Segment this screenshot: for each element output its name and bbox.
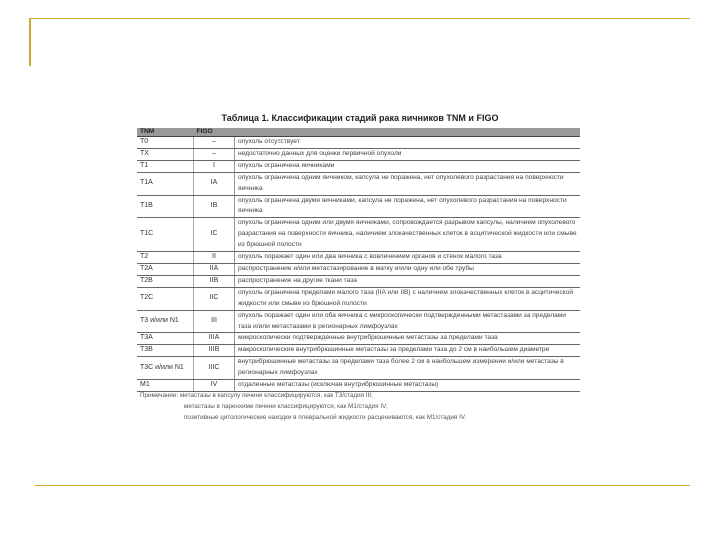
decorative-top-line (29, 18, 690, 19)
figo-cell: I (194, 160, 235, 172)
figo-cell: – (194, 137, 235, 149)
table-row (137, 263, 580, 275)
description-cell: опухоль отсутствует (235, 137, 581, 149)
tnm-cell: T3 и/или N1 (137, 310, 194, 333)
tnm-cell: T3A (137, 333, 194, 345)
tnm-cell: T1A (137, 172, 194, 195)
description-cell: распространение и/или метастазирование в матку и/или одну или обе трубы (235, 263, 581, 275)
table-row (137, 252, 580, 264)
tnm-cell: TX (137, 148, 194, 160)
figo-cell: II (194, 252, 235, 264)
tnm-cell: T2A (137, 263, 194, 275)
tnm-cell: T1C (137, 218, 194, 252)
table-row (137, 195, 580, 218)
description-cell: опухоль ограничена яичниками (235, 160, 581, 172)
description-cell: опухоль ограничена одним или двумя яичниками, сопровождается разрывом капсулы, наличием опухолевого разрастания на поверхности яичника, наличием злокачественных клеток в асцитической жидкости или смыве из брюшной полости (235, 218, 581, 252)
note-line: позитивные цитологические находки в плевральной жидкости расцениваются, как M1/стадия IV. (184, 414, 467, 421)
tnm-cell: T0 (137, 137, 194, 149)
figo-cell: IIA (194, 263, 235, 275)
table-row (137, 148, 580, 160)
description-cell: распространение на другие ткани таза (235, 275, 581, 287)
figo-cell: – (194, 148, 235, 160)
table-row (137, 357, 580, 380)
description-cell: опухоль ограничена пределами малого таза (IIA или IIB) с наличием злокачественных клеток в асцитической жидкости или смыве из брюшной полости (235, 287, 581, 310)
table-title: Таблица 1. Классификации стадий рака яичников TNM и FIGO (221, 113, 499, 123)
description-cell: отдаленные метастазы (исключая внутрибрюшинные метастазы) (235, 380, 581, 392)
tnm-cell: M1 (137, 380, 194, 392)
table-row (137, 218, 580, 252)
figo-cell: IIC (194, 287, 235, 310)
figo-cell: IA (194, 172, 235, 195)
table-row (137, 310, 580, 333)
figo-cell: IIIA (194, 333, 235, 345)
figo-cell: IIIC (194, 357, 235, 380)
tnm-cell: T2 (137, 252, 194, 264)
tnm-cell: T2B (137, 275, 194, 287)
description-cell: недостаточно данных для оценки первичной опухоли (235, 148, 581, 160)
table-row (137, 333, 580, 345)
table-row (137, 172, 580, 195)
figo-cell: IB (194, 195, 235, 218)
figo-cell: IV (194, 380, 235, 392)
table-row (137, 160, 580, 172)
description-cell: опухоль ограничена двумя яичниками, капсула не поражена, нет опухолевого разрастания на поверхности яичника (235, 195, 581, 218)
description-cell: опухоль поражает один или оба яичника с микроскопически подтвержденными метастазами за пределами таза и/или метастазами в регионарных лимфоузлах (235, 310, 581, 333)
decorative-vertical-line (29, 18, 31, 66)
description-cell: макроскопические внутрибрюшинные метастазы за пределами таза до 2 см в наибольшем диаметре (235, 345, 581, 357)
figo-cell: IIIB (194, 345, 235, 357)
tnm-cell: T2C (137, 287, 194, 310)
decorative-bottom-line (35, 485, 690, 486)
tnm-cell: T1 (137, 160, 194, 172)
description-cell: опухоль ограничена одним яичником, капсула не поражена, нет опухолевого разрастания на поверхности яичника (235, 172, 581, 195)
header-description (235, 128, 581, 137)
header-figo: FIGO (194, 128, 235, 137)
tnm-cell: T3C и/или N1 (137, 357, 194, 380)
table-notes (140, 390, 466, 423)
note-line: метастазы в паренхиме печени классифицируются, как M1/стадия IV; (184, 403, 388, 410)
table-row (137, 345, 580, 357)
table-row (137, 137, 580, 149)
figo-cell: III (194, 310, 235, 333)
figo-cell: IC (194, 218, 235, 252)
staging-table (137, 128, 580, 392)
description-cell: микроскопически подтвержденные внутрибрюшинные метастазы за пределами таза (235, 333, 581, 345)
tnm-cell: T1B (137, 195, 194, 218)
note-line: Примечание: метастазы в капсулу печени классифицируются, как T3/стадия III; (140, 392, 373, 399)
tnm-cell: T3B (137, 345, 194, 357)
table-header (137, 128, 580, 137)
description-cell: внутрибрюшинные метастазы за пределами таза более 2 см в наибольшем измерении и/или метастазы в регионарных лимфоузлах (235, 357, 581, 380)
description-cell: опухоль поражает один или два яичника с вовлечением органов и стенок малого таза (235, 252, 581, 264)
table-row (137, 275, 580, 287)
figo-cell: IIB (194, 275, 235, 287)
table-row (137, 287, 580, 310)
header-tnm: TNM (137, 128, 194, 137)
